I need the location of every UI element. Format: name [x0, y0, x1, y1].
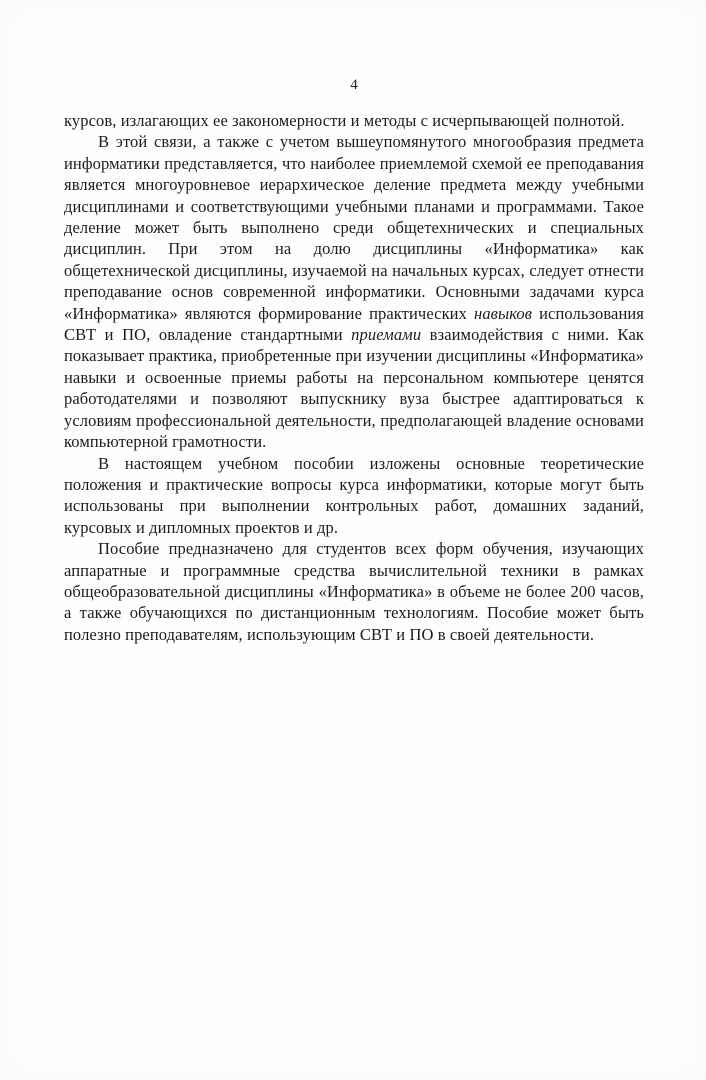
text-run: Пособие предназначено для студентов всех форм обучения, изучающих аппаратные и программные средства вычислительной техники в рамках общеобразовательной дисциплины «Информатика» в объеме не более 200 часов, а также обучающихся по дистанционным технологиям. Пособие может быть полезно преподавателям, использующим СВТ и ПО в своей деятельности. — [64, 539, 644, 644]
text-body — [64, 110, 644, 645]
italic-text-run: приемами — [351, 325, 422, 345]
paragraph — [64, 131, 644, 452]
paragraph — [64, 538, 644, 645]
page-number: 4 — [350, 77, 358, 93]
paragraph — [64, 110, 644, 131]
paragraph — [64, 453, 644, 539]
text-run: использования СВТ и ПО, овладение стандартными — [64, 303, 644, 345]
text-run: В этой связи, а также с учетом вышеупомянутого многообразия предмета информатики представляется, что наиболее приемлемой схемой ее преподавания является многоуровневое иерархическое деление предмета между учебными дисциплинами и соответствующими учебными планами и программами. Такое деление может быть выполнено среди общетехнических и специальных дисциплин. При этом на долю дисциплины «Информатика» как общетехнической дисциплины, изучаемой на начальных курсах, следует отнести преподавание основ современной информатики. Основными задачами курса «Информатика» являются формирование практических — [64, 132, 644, 323]
italic-text-run: навыков — [474, 303, 533, 323]
text-run: курсов, излагающих ее закономерности и методы с исчерпывающей полнотой. — [64, 111, 625, 130]
text-run: взаимодействия с ними. Как показывает практика, приобретенные при изучении дисциплины «Информатика» навыки и освоенные приемы работы на персональном компьютере ценятся работодателями и позволяют выпускнику вуза быстрее адаптироваться к условиям профессиональной деятельности, предполагающей владение основами компьютерной грамотности. — [64, 325, 644, 452]
text-run: В настоящем учебном пособии изложены основные теоретические положения и практические вопросы курса информатики, которые могут быть использованы при выполнении контрольных работ, домашних заданий, курсовых и дипломных проектов и др. — [64, 453, 644, 537]
